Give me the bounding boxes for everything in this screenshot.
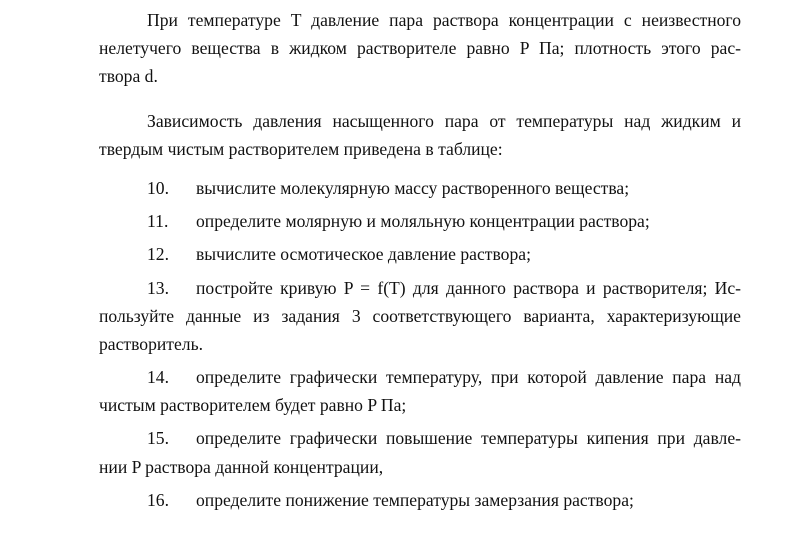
list-item bbox=[99, 240, 741, 268]
list-item-text: определите графически повышение температуры кипения при давле- bbox=[196, 428, 741, 449]
list-item bbox=[99, 363, 741, 419]
list-item-number: 12. bbox=[147, 244, 169, 265]
list-item-number: 15. bbox=[147, 428, 169, 449]
list-item bbox=[99, 274, 741, 359]
paragraph-line: твердым чистым растворителем приведена в таблице: bbox=[99, 138, 503, 159]
list-item-number: 16. bbox=[147, 489, 169, 510]
paragraph-line: твора d. bbox=[99, 66, 158, 87]
list-item-text: определите молярную и моляльную концентрации раствора; bbox=[196, 211, 650, 232]
document-text bbox=[99, 6, 741, 514]
task-list bbox=[99, 174, 741, 514]
list-item-number: 14. bbox=[147, 367, 169, 388]
paragraph-line: нелетучего вещества в жидком растворителе равно P Па; плотность этого рас- bbox=[99, 38, 741, 59]
list-item-text: определите понижение температуры замерзания раствора; bbox=[196, 489, 634, 510]
paragraph-line: При температуре T давление пара раствора концентрации с неизвестного bbox=[147, 10, 741, 30]
paragraph-line: Зависимость давления насыщенного пара от температуры над жидким и bbox=[147, 110, 741, 131]
list-item bbox=[99, 486, 741, 514]
list-item-number: 10. bbox=[147, 177, 169, 198]
list-item-continuation: пользуйте данные из задания 3 соответствующего варианта, характеризующие bbox=[99, 305, 741, 326]
list-item-text: вычислите молекулярную массу растворенного вещества; bbox=[196, 177, 630, 198]
list-item-number: 11. bbox=[147, 211, 169, 232]
list-item-text: постройте кривую P = f(T) для данного раствора и растворителя; Ис- bbox=[196, 277, 741, 298]
paragraph-intro bbox=[99, 6, 741, 91]
list-item bbox=[99, 424, 741, 480]
list-item-continuation: растворитель. bbox=[99, 333, 203, 354]
list-item-number: 13. bbox=[147, 277, 169, 298]
list-item-text: вычислите осмотическое давление раствора; bbox=[196, 244, 531, 265]
list-item bbox=[99, 174, 741, 202]
paragraph-dependence bbox=[99, 107, 741, 163]
list-item-continuation: чистым растворителем будет равно P Па; bbox=[99, 395, 407, 416]
list-item bbox=[99, 207, 741, 235]
list-item-continuation: нии P раствора данной концентрации, bbox=[99, 456, 384, 477]
list-item-text: определите графически температуру, при которой давление пара над bbox=[196, 367, 741, 388]
